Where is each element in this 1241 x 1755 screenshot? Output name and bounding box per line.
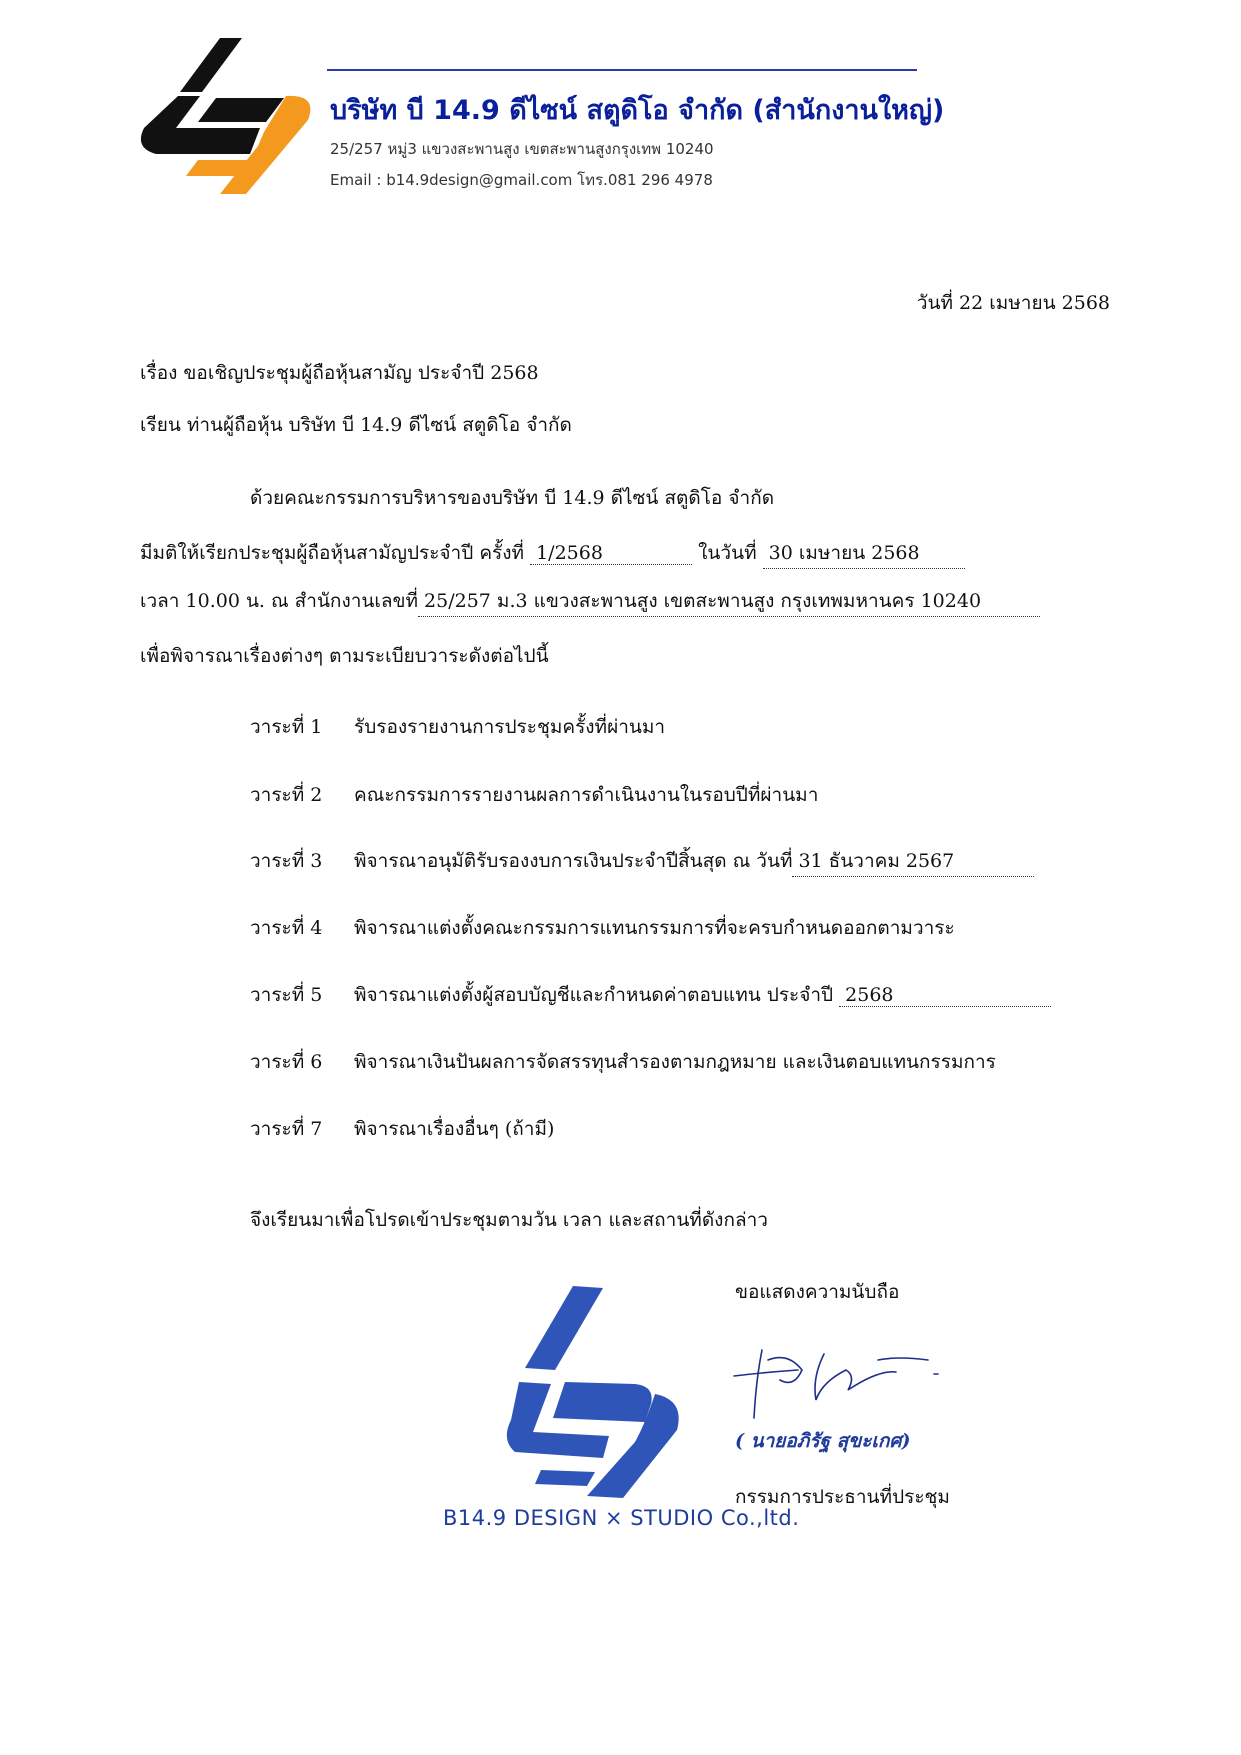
time-prefix: เวลา 10.00 น. ณ สำนักงานเลขที่ (140, 590, 419, 612)
meeting-date: 30 เมษายน 2568 (763, 538, 965, 569)
agenda-label: วาระที่ 5 (250, 984, 323, 1006)
meeting-number: 1/2568 (530, 542, 692, 565)
agenda-item (250, 980, 1051, 1010)
agenda-text: พิจารณาอนุมัติรับรองงบการเงินประจำปีสิ้นสุด ณ วันที่ (354, 850, 793, 872)
date-prefix: ในวันที่ (698, 542, 757, 564)
agenda-label: วาระที่ 1 (250, 716, 323, 738)
agenda-label: วาระที่ 2 (250, 784, 323, 806)
agenda-item (250, 712, 665, 742)
signature (728, 1330, 948, 1430)
resolution-prefix: มีมติให้เรียกประชุมผู้ถือหุ้นสามัญประจำปี ครั้งที่ (140, 542, 525, 564)
closing-regards: ขอแสดงความนับถือ (735, 1281, 900, 1303)
agenda-text: พิจารณาแต่งตั้งผู้สอบบัญชีและกำหนดค่าตอบแทน ประจำปี (354, 984, 834, 1006)
letter-intro: ด้วยคณะกรรมการบริหารของบริษัท บี 14.9 ดีไซน์ สตูดิโอ จำกัด (250, 487, 775, 509)
agenda-fill: 31 ธันวาคม 2567 (792, 846, 1034, 877)
agenda-text: รับรองรายงานการประชุมครั้งที่ผ่านมา (354, 716, 666, 738)
time-place-line (140, 586, 1116, 617)
agenda-item (250, 913, 955, 943)
agenda-text: พิจารณาเรื่องอื่นๆ (ถ้ามี) (354, 1118, 555, 1140)
agenda-item (250, 780, 818, 810)
company-address: 25/257 หมู่3 แขวงสะพานสูง เขตสะพานสูงกรุงเทพ 10240 (330, 140, 714, 158)
letter-date: วันที่ 22 เมษายน 2568 (916, 292, 1110, 314)
letter-subject: เรื่อง ขอเชิญประชุมผู้ถือหุ้นสามัญ ประจำปี 2568 (140, 362, 539, 384)
meeting-place: 25/257 ม.3 แขวงสะพานสูง เขตสะพานสูง กรุงเทพมหานคร 10240 (418, 586, 1040, 617)
company-contact: Email : b14.9design@gmail.com โทร.081 296 4978 (330, 171, 713, 189)
agenda-text: พิจารณาเงินปันผลการจัดสรรทุนสำรองตามกฎหมาย และเงินตอบแทนกรรมการ (354, 1051, 996, 1073)
header-rule (327, 69, 917, 71)
signer-name: ( นายอภิรัฐ สุขะเกศ) (735, 1430, 911, 1452)
agenda-fill: 2568 (839, 984, 1051, 1007)
agenda-item (250, 1047, 996, 1077)
agenda-item (250, 1114, 554, 1144)
agenda-label: วาระที่ 6 (250, 1051, 323, 1073)
agenda-label: วาระที่ 3 (250, 850, 323, 872)
agenda-text: พิจารณาแต่งตั้งคณะกรรมการแทนกรรมการที่จะครบกำหนดออกตามวาระ (354, 917, 955, 939)
company-logo (138, 36, 318, 196)
stamp-caption: B14.9 DESIGN × STUDIO Co.,ltd. (443, 1506, 800, 1530)
agenda-intro: เพื่อพิจารณาเรื่องต่างๆ ตามระเบียบวาระดังต่อไปนี้ (140, 645, 549, 667)
company-stamp (505, 1282, 690, 1504)
resolution-line (140, 538, 1120, 569)
closing-invitation: จึงเรียนมาเพื่อโปรดเข้าประชุมตามวัน เวลา และสถานที่ดังกล่าว (250, 1209, 768, 1231)
agenda-item (250, 846, 1034, 877)
letter-recipient: เรียน ท่านผู้ถือหุ้น บริษัท บี 14.9 ดีไซน์ สตูดิโอ จำกัด (140, 414, 572, 436)
agenda-label: วาระที่ 7 (250, 1118, 323, 1140)
agenda-text: คณะกรรมการรายงานผลการดำเนินงานในรอบปีที่ผ่านมา (354, 784, 819, 806)
signer-title: กรรมการประธานที่ประชุม (735, 1486, 950, 1508)
agenda-label: วาระที่ 4 (250, 917, 323, 939)
company-name: บริษัท บี 14.9 ดีไซน์ สตูดิโอ จำกัด (สำนักงานใหญ่) (330, 95, 945, 126)
